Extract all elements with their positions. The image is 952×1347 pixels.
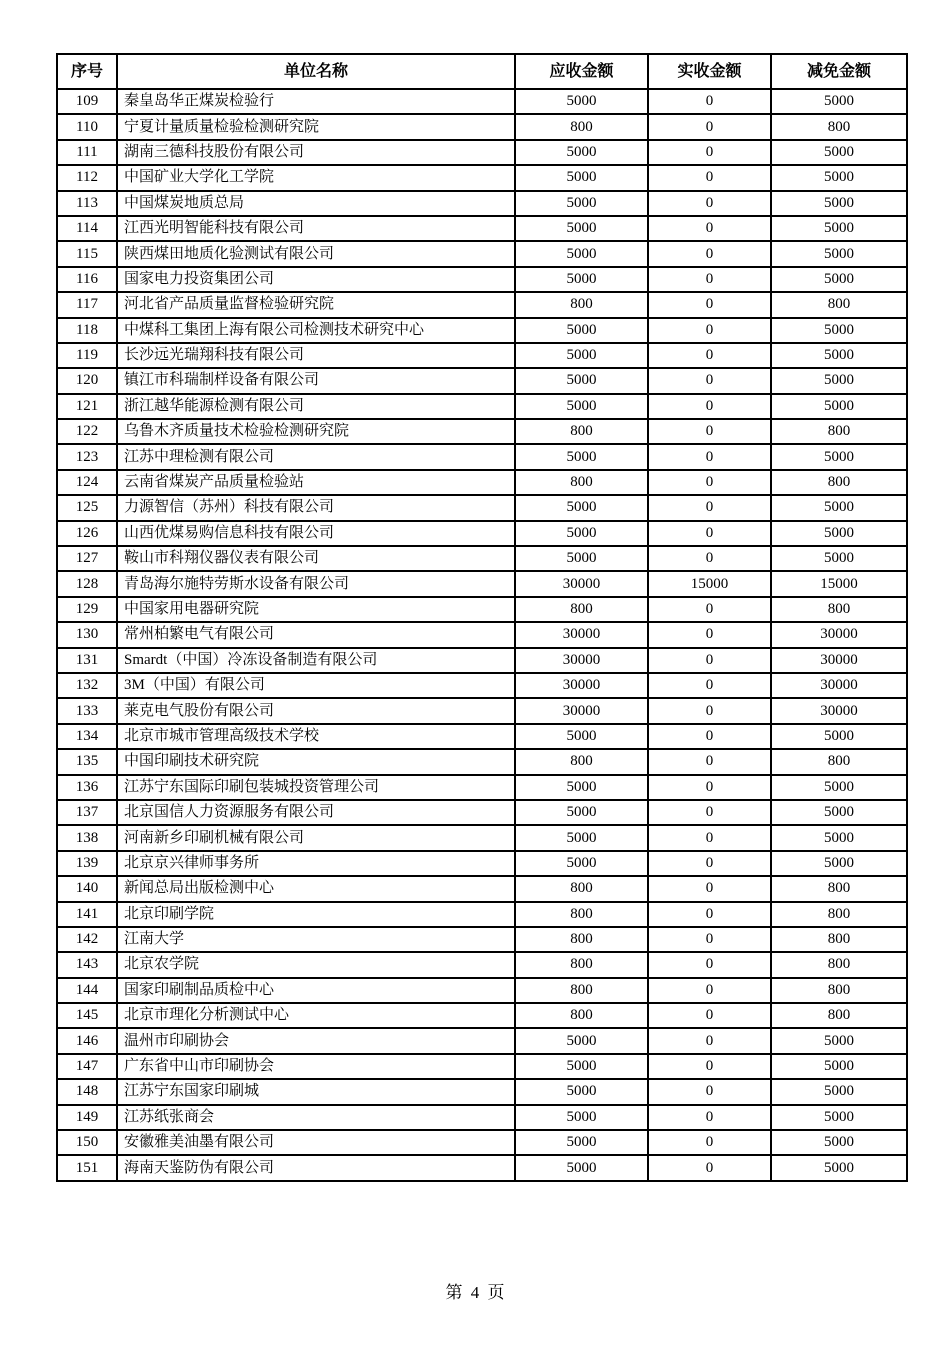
row-index-cell: 142 [57,927,117,952]
row-index-cell: 139 [57,851,117,876]
amount-due-cell: 5000 [515,495,648,520]
amount-due-cell: 5000 [515,394,648,419]
amount-waived-cell: 30000 [771,622,907,647]
table-row [57,444,907,469]
table-row [57,1003,907,1028]
amount-paid-cell: 0 [648,1079,771,1104]
amount-paid-cell: 0 [648,1054,771,1079]
amount-paid-cell: 0 [648,419,771,444]
table-row [57,470,907,495]
row-index-cell: 135 [57,749,117,774]
amount-waived-cell: 5000 [771,444,907,469]
amount-waived-cell: 800 [771,114,907,139]
table-row [57,546,907,571]
row-index-cell: 138 [57,825,117,850]
amount-paid-cell: 0 [648,394,771,419]
header-index: 序号 [57,54,117,89]
amount-due-cell: 5000 [515,368,648,393]
amount-waived-cell: 5000 [771,394,907,419]
table-row [57,927,907,952]
amount-paid-cell: 0 [648,749,771,774]
table-row [57,952,907,977]
amount-due-cell: 30000 [515,622,648,647]
unit-name-cell: 北京京兴律师事务所 [117,851,515,876]
amount-due-cell: 5000 [515,191,648,216]
table-row [57,165,907,190]
table-row [57,978,907,1003]
unit-name-cell: 河南新乡印刷机械有限公司 [117,825,515,850]
amount-due-cell: 5000 [515,825,648,850]
table-row [57,749,907,774]
amount-paid-cell: 0 [648,673,771,698]
table-row [57,1105,907,1130]
amount-waived-cell: 5000 [771,1028,907,1053]
amount-due-cell: 5000 [515,521,648,546]
unit-name-cell: 河北省产品质量监督检验研究院 [117,292,515,317]
amount-paid-cell: 0 [648,1130,771,1155]
unit-name-cell: 青岛海尔施特劳斯水设备有限公司 [117,571,515,596]
row-index-cell: 132 [57,673,117,698]
amount-due-cell: 5000 [515,89,648,114]
amount-paid-cell: 0 [648,800,771,825]
amount-waived-cell: 5000 [771,343,907,368]
amount-paid-cell: 0 [648,825,771,850]
unit-name-cell: 国家印刷制品质检中心 [117,978,515,1003]
amount-waived-cell: 800 [771,597,907,622]
row-index-cell: 137 [57,800,117,825]
unit-name-cell: 长沙远光瑞翔科技有限公司 [117,343,515,368]
amount-waived-cell: 800 [771,749,907,774]
unit-name-cell: 陕西煤田地质化验测试有限公司 [117,241,515,266]
amount-due-cell: 800 [515,114,648,139]
amount-waived-cell: 5000 [771,825,907,850]
row-index-cell: 150 [57,1130,117,1155]
amount-due-cell: 800 [515,470,648,495]
unit-name-cell: 常州柏繁电气有限公司 [117,622,515,647]
unit-name-cell: 北京市理化分析测试中心 [117,1003,515,1028]
amount-waived-cell: 5000 [771,89,907,114]
amount-waived-cell: 5000 [771,1105,907,1130]
row-index-cell: 131 [57,648,117,673]
row-index-cell: 119 [57,343,117,368]
table-row [57,1155,907,1180]
unit-name-cell: 秦皇岛华正煤炭检验行 [117,89,515,114]
row-index-cell: 109 [57,89,117,114]
table-row [57,89,907,114]
row-index-cell: 121 [57,394,117,419]
amount-waived-cell: 5000 [771,241,907,266]
table-row [57,318,907,343]
amount-due-cell: 800 [515,419,648,444]
row-index-cell: 125 [57,495,117,520]
table-row [57,648,907,673]
amount-paid-cell: 15000 [648,571,771,596]
row-index-cell: 133 [57,698,117,723]
row-index-cell: 143 [57,952,117,977]
unit-name-cell: 广东省中山市印刷协会 [117,1054,515,1079]
amount-paid-cell: 0 [648,292,771,317]
unit-name-cell: 力源智信（苏州）科技有限公司 [117,495,515,520]
amount-paid-cell: 0 [648,698,771,723]
table-row [57,775,907,800]
amount-due-cell: 5000 [515,165,648,190]
amount-paid-cell: 0 [648,89,771,114]
amount-due-cell: 800 [515,952,648,977]
amount-paid-cell: 0 [648,140,771,165]
amount-waived-cell: 30000 [771,648,907,673]
row-index-cell: 114 [57,216,117,241]
unit-name-cell: 鞍山市科翔仪器仪表有限公司 [117,546,515,571]
amount-waived-cell: 800 [771,419,907,444]
table-row [57,876,907,901]
amount-waived-cell: 800 [771,978,907,1003]
amount-due-cell: 5000 [515,343,648,368]
unit-name-cell: 镇江市科瑞制样设备有限公司 [117,368,515,393]
unit-name-cell: 中国煤炭地质总局 [117,191,515,216]
table-row [57,292,907,317]
unit-name-cell: Smardt（中国）冷冻设备制造有限公司 [117,648,515,673]
amount-waived-cell: 30000 [771,698,907,723]
row-index-cell: 141 [57,902,117,927]
unit-name-cell: 宁夏计量质量检验检测研究院 [117,114,515,139]
unit-name-cell: 江苏纸张商会 [117,1105,515,1130]
amount-due-cell: 5000 [515,724,648,749]
amount-waived-cell: 5000 [771,1054,907,1079]
table-row [57,698,907,723]
amount-paid-cell: 0 [648,851,771,876]
unit-name-cell: 莱克电气股份有限公司 [117,698,515,723]
amount-due-cell: 5000 [515,318,648,343]
amount-due-cell: 800 [515,927,648,952]
amount-waived-cell: 5000 [771,140,907,165]
table-row [57,851,907,876]
table-row [57,241,907,266]
amount-paid-cell: 0 [648,1003,771,1028]
amount-waived-cell: 5000 [771,495,907,520]
unit-name-cell: 北京印刷学院 [117,902,515,927]
unit-name-cell: 国家电力投资集团公司 [117,267,515,292]
unit-name-cell: 浙江越华能源检测有限公司 [117,394,515,419]
amount-waived-cell: 5000 [771,1079,907,1104]
page-number: 第 4 页 [445,1283,507,1302]
amount-due-cell: 30000 [515,673,648,698]
row-index-cell: 147 [57,1054,117,1079]
row-index-cell: 130 [57,622,117,647]
unit-name-cell: 乌鲁木齐质量技术检验检测研究院 [117,419,515,444]
amount-due-cell: 800 [515,902,648,927]
row-index-cell: 124 [57,470,117,495]
amount-due-cell: 5000 [515,851,648,876]
amount-paid-cell: 0 [648,165,771,190]
unit-name-cell: 江西光明智能科技有限公司 [117,216,515,241]
amount-due-cell: 5000 [515,216,648,241]
table-row [57,368,907,393]
row-index-cell: 136 [57,775,117,800]
row-index-cell: 110 [57,114,117,139]
row-index-cell: 129 [57,597,117,622]
amount-due-cell: 5000 [515,267,648,292]
amount-due-cell: 800 [515,876,648,901]
amount-waived-cell: 15000 [771,571,907,596]
row-index-cell: 116 [57,267,117,292]
unit-name-cell: 安徽雅美油墨有限公司 [117,1130,515,1155]
table-row [57,825,907,850]
row-index-cell: 145 [57,1003,117,1028]
amount-waived-cell: 5000 [771,800,907,825]
unit-name-cell: 云南省煤炭产品质量检验站 [117,470,515,495]
amount-due-cell: 5000 [515,1028,648,1053]
amount-paid-cell: 0 [648,927,771,952]
row-index-cell: 144 [57,978,117,1003]
amount-paid-cell: 0 [648,521,771,546]
amount-paid-cell: 0 [648,597,771,622]
row-index-cell: 148 [57,1079,117,1104]
row-index-cell: 122 [57,419,117,444]
row-index-cell: 140 [57,876,117,901]
amount-waived-cell: 800 [771,292,907,317]
amount-due-cell: 5000 [515,546,648,571]
unit-name-cell: 中国印刷技术研究院 [117,749,515,774]
amount-due-cell: 5000 [515,1105,648,1130]
table-row [57,1028,907,1053]
amount-paid-cell: 0 [648,648,771,673]
row-index-cell: 115 [57,241,117,266]
header-unit-name: 单位名称 [117,54,515,89]
amount-waived-cell: 5000 [771,521,907,546]
row-index-cell: 117 [57,292,117,317]
row-index-cell: 146 [57,1028,117,1053]
amount-due-cell: 800 [515,597,648,622]
table-row [57,140,907,165]
row-index-cell: 151 [57,1155,117,1180]
amount-paid-cell: 0 [648,241,771,266]
amount-paid-cell: 0 [648,952,771,977]
unit-name-cell: 中国矿业大学化工学院 [117,165,515,190]
header-amount-paid: 实收金额 [648,54,771,89]
row-index-cell: 123 [57,444,117,469]
row-index-cell: 134 [57,724,117,749]
amount-waived-cell: 800 [771,927,907,952]
amount-due-cell: 5000 [515,775,648,800]
amount-waived-cell: 5000 [771,546,907,571]
unit-name-cell: 新闻总局出版检测中心 [117,876,515,901]
amount-waived-cell: 30000 [771,673,907,698]
amount-paid-cell: 0 [648,444,771,469]
amount-waived-cell: 5000 [771,724,907,749]
unit-name-cell: 江南大学 [117,927,515,952]
row-index-cell: 149 [57,1105,117,1130]
amount-due-cell: 800 [515,1003,648,1028]
amount-paid-cell: 0 [648,216,771,241]
row-index-cell: 128 [57,571,117,596]
amount-paid-cell: 0 [648,724,771,749]
amount-due-cell: 5000 [515,1079,648,1104]
row-index-cell: 111 [57,140,117,165]
table-header-row [57,54,907,89]
amount-paid-cell: 0 [648,775,771,800]
table-row [57,419,907,444]
unit-name-cell: 海南天鉴防伪有限公司 [117,1155,515,1180]
amount-paid-cell: 0 [648,470,771,495]
amount-paid-cell: 0 [648,1105,771,1130]
amount-due-cell: 30000 [515,698,648,723]
amount-due-cell: 5000 [515,800,648,825]
amount-paid-cell: 0 [648,978,771,1003]
amount-waived-cell: 5000 [771,165,907,190]
unit-name-cell: 江苏宁东国际印刷包装城投资管理公司 [117,775,515,800]
amount-waived-cell: 5000 [771,318,907,343]
unit-name-cell: 北京农学院 [117,952,515,977]
amount-due-cell: 800 [515,292,648,317]
unit-name-cell: 北京国信人力资源服务有限公司 [117,800,515,825]
table-row [57,394,907,419]
row-index-cell: 127 [57,546,117,571]
fee-table [56,53,908,1182]
table-row [57,1079,907,1104]
unit-name-cell: 中国家用电器研究院 [117,597,515,622]
amount-paid-cell: 0 [648,343,771,368]
table-row [57,673,907,698]
amount-paid-cell: 0 [648,368,771,393]
table-row [57,800,907,825]
amount-paid-cell: 0 [648,114,771,139]
unit-name-cell: 温州市印刷协会 [117,1028,515,1053]
unit-name-cell: 北京市城市管理高级技术学校 [117,724,515,749]
amount-paid-cell: 0 [648,495,771,520]
amount-waived-cell: 800 [771,470,907,495]
amount-paid-cell: 0 [648,546,771,571]
amount-waived-cell: 800 [771,952,907,977]
amount-paid-cell: 0 [648,876,771,901]
amount-waived-cell: 5000 [771,191,907,216]
unit-name-cell: 中煤科工集团上海有限公司检测技术研究中心 [117,318,515,343]
header-amount-waived: 减免金额 [771,54,907,89]
amount-waived-cell: 800 [771,876,907,901]
table-row [57,216,907,241]
amount-due-cell: 30000 [515,571,648,596]
amount-waived-cell: 5000 [771,775,907,800]
row-index-cell: 113 [57,191,117,216]
table-row [57,114,907,139]
amount-waived-cell: 800 [771,902,907,927]
row-index-cell: 112 [57,165,117,190]
amount-paid-cell: 0 [648,1028,771,1053]
amount-paid-cell: 0 [648,267,771,292]
unit-name-cell: 江苏宁东国家印刷城 [117,1079,515,1104]
table-row [57,724,907,749]
amount-waived-cell: 5000 [771,1155,907,1180]
table-row [57,267,907,292]
table-row [57,597,907,622]
amount-waived-cell: 5000 [771,216,907,241]
table-row [57,1054,907,1079]
row-index-cell: 120 [57,368,117,393]
table-row [57,1130,907,1155]
unit-name-cell: 江苏中理检测有限公司 [117,444,515,469]
amount-paid-cell: 0 [648,902,771,927]
amount-paid-cell: 0 [648,191,771,216]
amount-due-cell: 30000 [515,648,648,673]
amount-due-cell: 5000 [515,241,648,266]
table-row [57,571,907,596]
amount-paid-cell: 0 [648,622,771,647]
amount-waived-cell: 5000 [771,851,907,876]
amount-due-cell: 800 [515,749,648,774]
amount-due-cell: 5000 [515,1130,648,1155]
amount-due-cell: 5000 [515,1054,648,1079]
table-row [57,191,907,216]
table-row [57,902,907,927]
amount-due-cell: 5000 [515,140,648,165]
unit-name-cell: 3M（中国）有限公司 [117,673,515,698]
amount-paid-cell: 0 [648,318,771,343]
amount-waived-cell: 5000 [771,267,907,292]
amount-waived-cell: 5000 [771,1130,907,1155]
row-index-cell: 126 [57,521,117,546]
amount-paid-cell: 0 [648,1155,771,1180]
table-row [57,343,907,368]
unit-name-cell: 湖南三德科技股份有限公司 [117,140,515,165]
table-row [57,622,907,647]
amount-due-cell: 5000 [515,1155,648,1180]
row-index-cell: 118 [57,318,117,343]
unit-name-cell: 山西优煤易购信息科技有限公司 [117,521,515,546]
table-row [57,495,907,520]
header-amount-due: 应收金额 [515,54,648,89]
amount-due-cell: 800 [515,978,648,1003]
amount-waived-cell: 5000 [771,368,907,393]
amount-due-cell: 5000 [515,444,648,469]
amount-waived-cell: 800 [771,1003,907,1028]
table-row [57,521,907,546]
